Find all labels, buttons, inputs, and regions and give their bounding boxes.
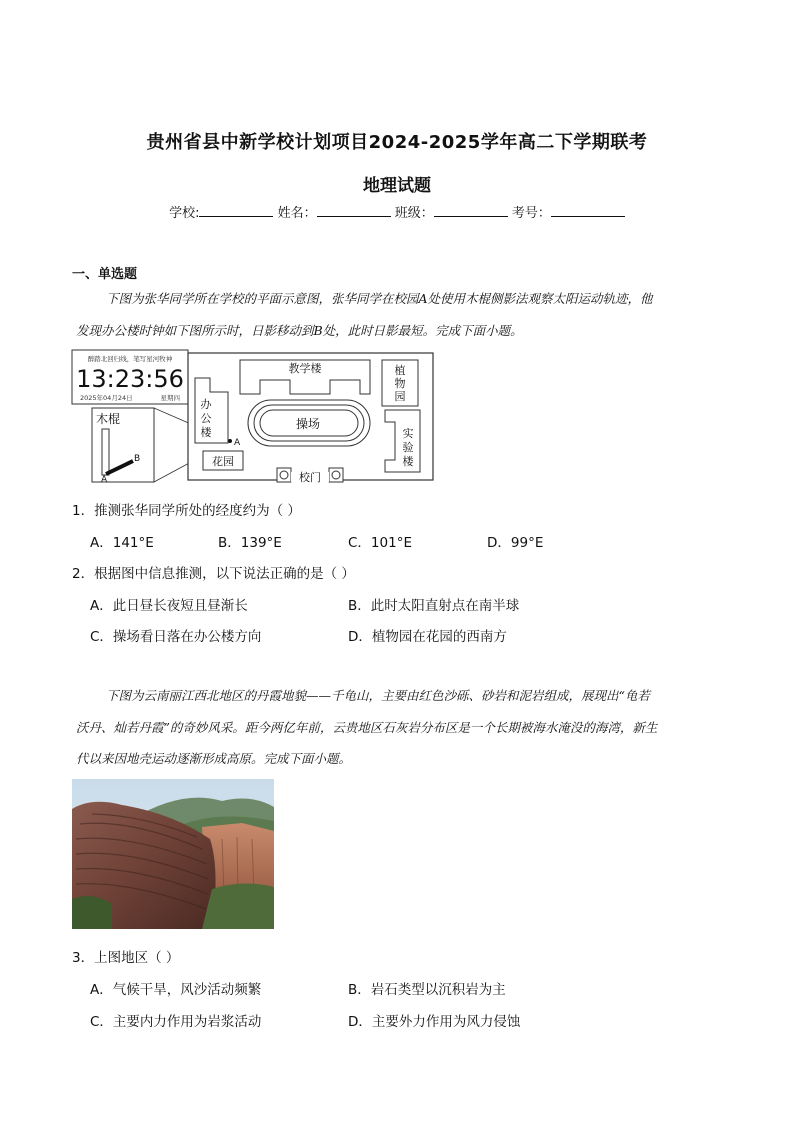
- clock-date: 2025年04月24日: [80, 394, 133, 402]
- point-a-label: A: [101, 475, 108, 485]
- id-blank: [551, 204, 625, 217]
- q1-option-b: B．139°E: [218, 535, 282, 551]
- intro-line: 下图为云南丽江西北地区的丹霞地貌——千龟山，主要由红色沙砾、砂岩和泥岩组成，展现出“龟若: [106, 688, 650, 703]
- q3-option-d: D．主要外力作用为风力侵蚀: [348, 1014, 521, 1030]
- id-label: 考号：: [511, 206, 551, 221]
- clock-caption: 醉踏北回归线，笔写星河牧神: [87, 355, 173, 363]
- q2-option-a: A．此日昼长夜短且昼渐长: [90, 598, 248, 614]
- botanical-label: 园: [394, 390, 406, 403]
- section-heading: 一、单选题: [72, 267, 138, 282]
- class-label: 班级：: [394, 206, 434, 221]
- wooden-stick: [102, 429, 109, 475]
- gate-pillar-circle: [332, 471, 340, 479]
- class-blank: [434, 204, 508, 217]
- q3-option-a: A．气候干旱，风沙活动频繁: [90, 982, 262, 998]
- school-blank: [199, 204, 273, 217]
- student-info-line: [0, 202, 794, 221]
- lab-label: 实: [402, 427, 414, 440]
- botanical-label: 植: [394, 364, 406, 377]
- map-point-a-label: A: [234, 438, 241, 448]
- school-map-figure: [70, 348, 436, 486]
- question-3-stem: 3．上图地区（ ）: [72, 950, 180, 966]
- gate-label: 校门: [299, 471, 321, 484]
- intro-line: 下图为张华同学所在学校的平面示意图，张华同学在校园A处使用木棍侧影法观察太阳运动轨迹，他: [106, 291, 653, 306]
- question-1-stem: 1．推测张华同学所处的经度约为（ ）: [72, 503, 301, 519]
- q3-option-b: B．岩石类型以沉积岩为主: [348, 982, 506, 998]
- gate-pillar-circle: [280, 471, 288, 479]
- name-label: 姓名：: [277, 206, 317, 221]
- stick-label: 木棍: [96, 412, 121, 426]
- q1-option-a: A．141°E: [90, 535, 154, 551]
- foreground-vegetation: [202, 883, 274, 929]
- office-label: 楼: [200, 426, 212, 439]
- point-b-label: B: [134, 454, 141, 464]
- clock-time: 13:23:56: [76, 365, 184, 393]
- exam-subtitle: 地理试题: [363, 176, 431, 196]
- q2-option-b: B．此时太阳直射点在南半球: [348, 598, 520, 614]
- danxia-landform-photo: [72, 779, 274, 929]
- school-label: 学校:: [169, 206, 200, 221]
- clock-weekday: 星期四: [160, 394, 180, 402]
- name-blank: [317, 204, 391, 217]
- q3-option-c: C．主要内力作用为岩浆活动: [90, 1014, 262, 1030]
- q2-option-c: C．操场看日落在办公楼方向: [90, 629, 262, 645]
- exam-title: 贵州省县中新学校计划项目2024-2025学年高二下学期联考: [146, 132, 648, 153]
- q1-option-d: D．99°E: [487, 535, 544, 551]
- question-2-stem: 2．根据图中信息推测，以下说法正确的是（ ）: [72, 566, 355, 582]
- office-label: 办: [200, 398, 212, 411]
- intro-line: 代以来因地壳运动逐渐形成高原。完成下面小题。: [76, 751, 352, 766]
- intro-line: 发现办公楼时钟如下图所示时，日影移动到B处，此时日影最短。完成下面小题。: [76, 323, 523, 338]
- teaching-building-label: 教学楼: [288, 362, 322, 375]
- garden-label: 花园: [212, 455, 234, 468]
- q2-option-d: D．植物园在花园的西南方: [348, 629, 507, 645]
- foreground-trees: [72, 896, 112, 929]
- intro-line: 沃丹、灿若丹霞”的奇妙风采。距今两亿年前，云贵地区石灰岩分布区是一个长期被海水淹没的海湾，新生: [76, 720, 658, 735]
- office-label: 公: [200, 412, 212, 425]
- q1-option-c: C．101°E: [348, 535, 412, 551]
- lab-label: 楼: [402, 455, 414, 468]
- lab-label: 验: [402, 441, 414, 454]
- playground-label: 操场: [295, 417, 321, 431]
- botanical-label: 物: [394, 377, 406, 390]
- map-point-a: [228, 439, 232, 443]
